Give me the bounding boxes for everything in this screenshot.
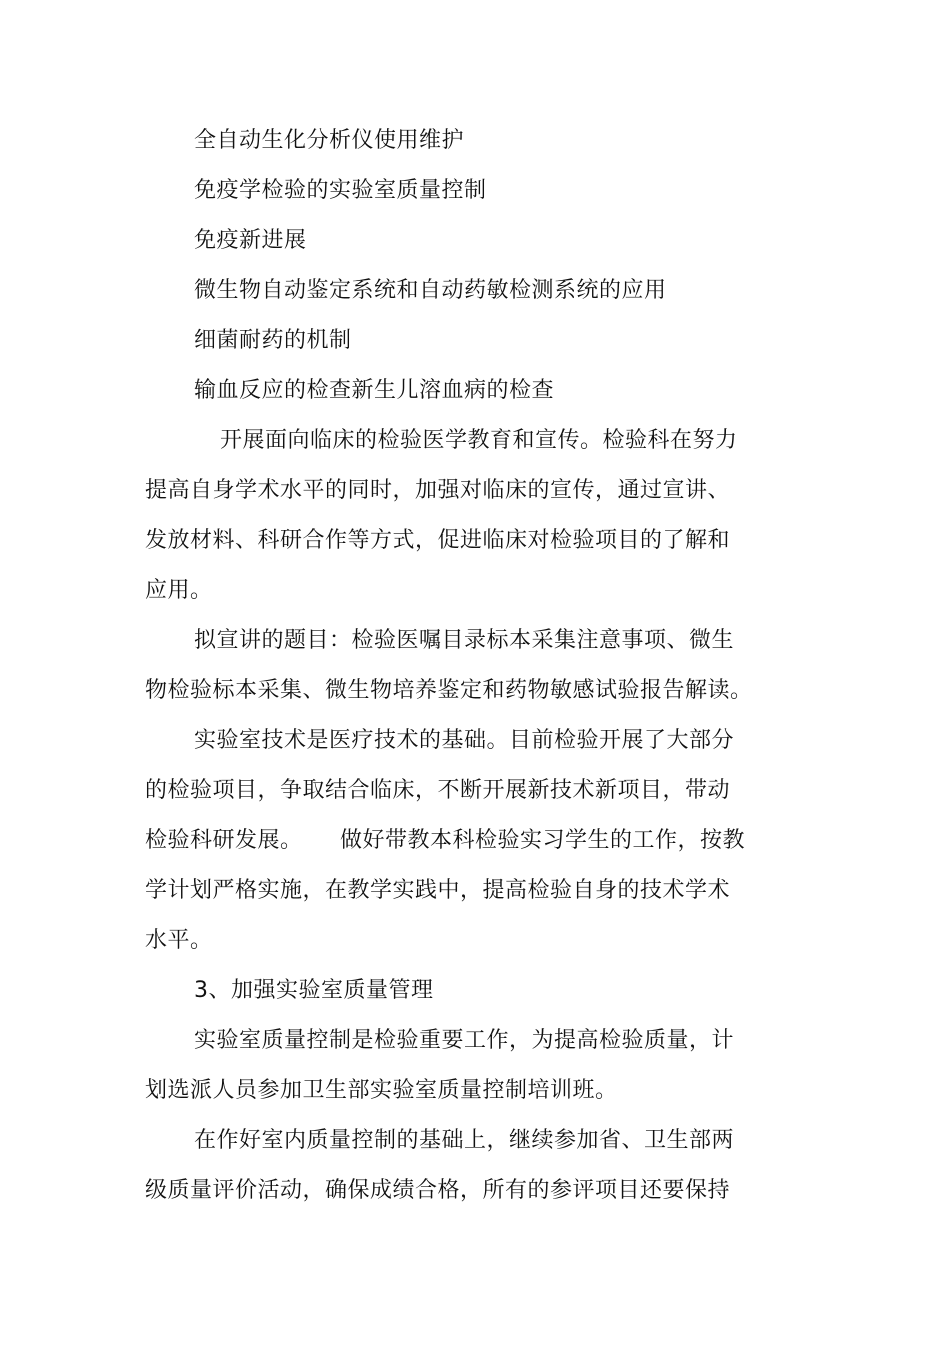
paragraph-line: 学计划严格实施，在教学实践中，提高检验自身的技术学术	[145, 878, 731, 903]
paragraph-line: 应用。	[145, 578, 213, 603]
paragraph-line: 拟宣讲的题目：检验医嘱目录标本采集注意事项、微生	[194, 628, 735, 653]
paragraph-line: 水平。	[145, 928, 213, 953]
paragraph-line: 实验室技术是医疗技术的基础。目前检验开展了大部分	[194, 728, 735, 753]
paragraph-line: 开展面向临床的检验医学教育和宣传。检验科在努力	[220, 428, 738, 453]
paragraph-line: 级质量评价活动，确保成绩合格，所有的参评项目还要保持	[145, 1178, 731, 1203]
list-item: 细菌耐药的机制	[194, 328, 352, 353]
section-heading: 3、加强实验室质量管理	[194, 978, 434, 1003]
paragraph-line: 发放材料、科研合作等方式，促进临床对检验项目的了解和	[145, 528, 731, 553]
list-item: 微生物自动鉴定系统和自动药敏检测系统的应用	[194, 278, 667, 303]
list-item: 输血反应的检查新生儿溶血病的检查	[194, 378, 555, 403]
paragraph-line: 的检验项目，争取结合临床，不断开展新技术新项目，带动	[145, 778, 731, 803]
paragraph-line: 实验室质量控制是检验重要工作，为提高检验质量，计	[194, 1028, 735, 1053]
paragraph-line: 划选派人员参加卫生部实验室质量控制培训班。	[145, 1078, 618, 1103]
paragraph-line: 检验科研发展。	[145, 828, 303, 853]
list-item: 免疫学检验的实验室质量控制	[194, 178, 487, 203]
paragraph-line: 做好带教本科检验实习学生的工作，按教	[340, 828, 746, 853]
list-item: 免疫新进展	[194, 228, 307, 253]
paragraph-line: 提高自身学术水平的同时，加强对临床的宣传，通过宣讲、	[145, 478, 731, 503]
paragraph-line: 在作好室内质量控制的基础上，继续参加省、卫生部两	[194, 1128, 735, 1153]
paragraph-line: 物检验标本采集、微生物培养鉴定和药物敏感试验报告解读。	[145, 678, 753, 703]
list-item: 全自动生化分析仪使用维护	[194, 128, 465, 153]
